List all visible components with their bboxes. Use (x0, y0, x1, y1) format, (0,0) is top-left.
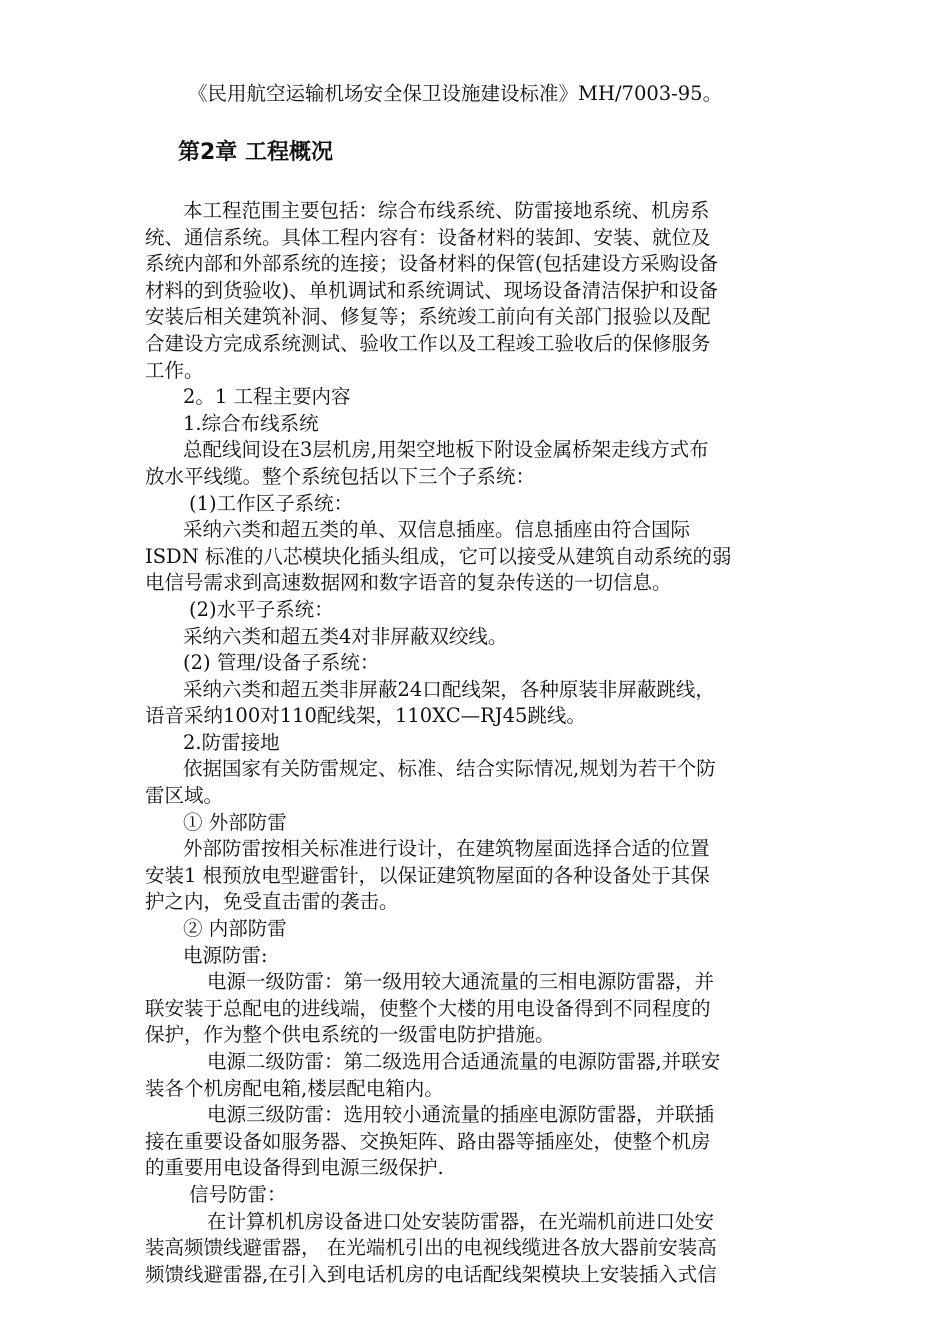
text-line: 装高频馈线避雷器， 在光端机引出的电视线缆进各放大器前安装高 (145, 1236, 717, 1260)
chapter-title: 第2章 工程概况 (178, 140, 333, 165)
text-line: (1)工作区子系统： (189, 491, 354, 515)
text-line: 保护，作为整个供电系统的一级雷电防护措施。 (145, 1023, 555, 1047)
text-line: 2。1 工程主要内容 (183, 385, 351, 409)
text-line: 电源三级防雷：选用较小通流量的插座电源防雷器，并联插 (207, 1103, 715, 1127)
text-line: (2)水平子系统： (189, 597, 334, 621)
text-line: 系统内部和外部系统的连接；设备材料的保管(包括建设方采购设备 (145, 252, 719, 276)
text-line: 外部防雷按相关标准进行设计，在建筑物屋面选择合适的位置 (183, 837, 710, 861)
text-line: 电信号需求到高速数据网和数字语音的复杂传送的一切信息。 (145, 571, 672, 595)
text-line: 2.防雷接地 (183, 730, 280, 754)
text-line: 采纳六类和超五类4对非屏蔽双绞线。 (183, 624, 508, 648)
text-line: 放水平线缆。整个系统包括以下三个子系统： (145, 464, 536, 488)
text-line: 电源防雷: (183, 943, 268, 967)
text-line: 依据国家有关防雷规定、标准、结合实际情况,规划为若干个防 (183, 757, 716, 781)
text-line: 采纳六类和超五类非屏蔽24口配线架，各种原装非屏蔽跳线， (183, 677, 715, 701)
text-line: 的重要用电设备得到电源三级保护. (145, 1156, 444, 1180)
text-line: 材料的到货验收)、单机调试和系统调试、现场设备清洁保护和设备 (145, 278, 719, 302)
text-line: ISDN 标准的八芯模块化插头组成，它可以接受从建筑自动系统的弱 (145, 544, 732, 568)
text-line: 联安装于总配电的进线端，使整个大楼的用电设备得到不同程度的 (145, 996, 711, 1020)
text-line: ② 内部防雷 (183, 917, 287, 941)
text-line: ① 外部防雷 (183, 810, 287, 834)
text-line: 采纳六类和超五类的单、双信息插座。信息插座由符合国际 (183, 518, 691, 542)
text-line: 装各个机房配电箱,楼层配电箱内。 (145, 1076, 444, 1100)
text-line: 在计算机机房设备进口处安装防雷器，在光端机前进口处安 (207, 1209, 715, 1233)
text-line: (2) 管理/设备子系统： (183, 651, 380, 675)
text-line: 接在重要设备如服务器、交换矩阵、路由器等插座处，使整个机房 (145, 1129, 711, 1153)
text-line: 频馈线避雷器,在引入到电话机房的电话配线架模块上安装插入式信 (145, 1262, 717, 1286)
text-line: 合建设方完成系统测试、验收工作以及工程竣工验收后的保修服务 (145, 331, 711, 355)
text-line: 电源二级防雷：第二级选用合适通流量的电源防雷器,并联安 (207, 1050, 721, 1073)
body-text (145, 198, 810, 1288)
text-line: 1.综合布线系统 (183, 411, 319, 435)
text-line: 统、通信系统。具体工程内容有：设备材料的装卸、安装、就位及 (145, 225, 711, 249)
text-line: 本工程范围主要包括：综合布线系统、防雷接地系统、机房系 (183, 199, 710, 222)
reference-standard-line: 《民用航空运输机场安全保卫设施建设标准》MH/7003-95。 (188, 82, 723, 105)
text-line: 总配线间设在3层机房,用架空地板下附设金属桥架走线方式布 (183, 438, 709, 462)
text-line: 电源一级防雷：第一级用较大通流量的三相电源防雷器，并 (207, 970, 715, 994)
text-line: 雷区域。 (145, 784, 224, 808)
text-line: 工作。 (145, 358, 204, 382)
text-line: 信号防雷： (189, 1182, 287, 1206)
text-line: 安装后相关建筑补洞、修复等；系统竣工前向有关部门报验以及配 (145, 305, 711, 329)
text-line: 语音采纳100对110配线架，110XC—RJ45跳线。 (145, 704, 586, 728)
text-line: 安装1 根预放电型避雷针，以保证建筑物屋面的各种设备处于其保 (145, 863, 710, 887)
text-line: 护之内，免受直击雷的袭击。 (145, 890, 399, 914)
